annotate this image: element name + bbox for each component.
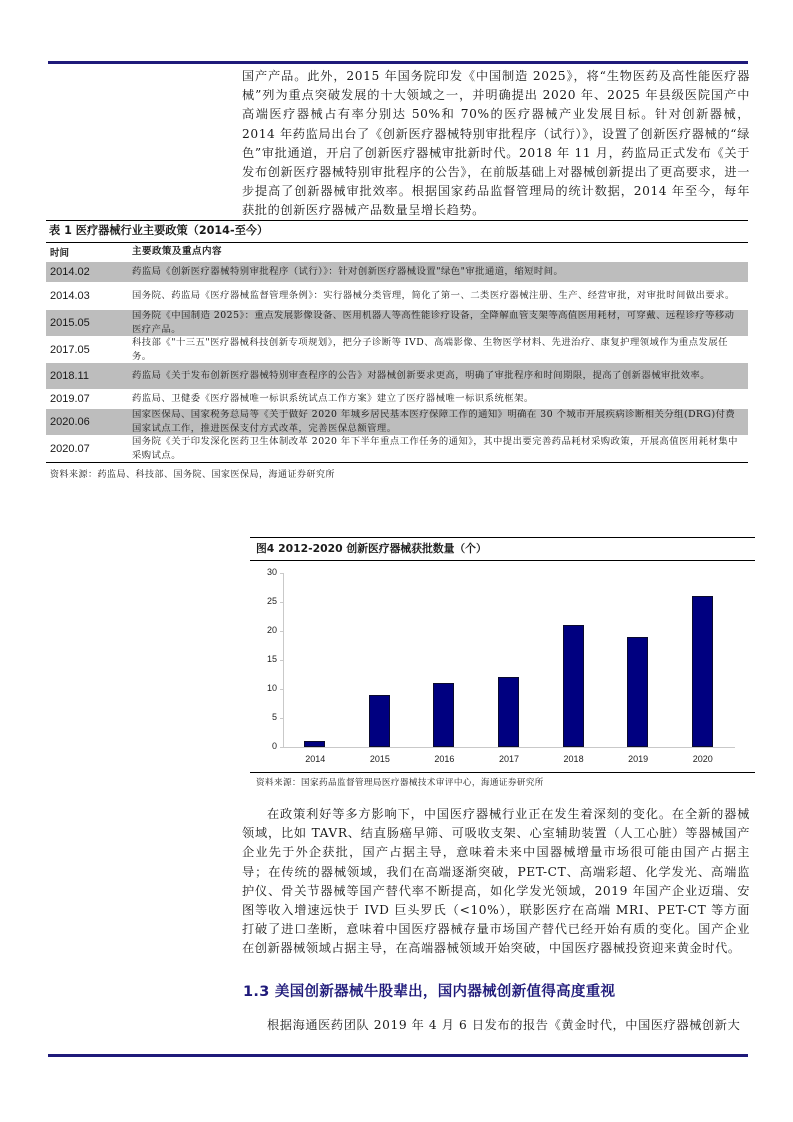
row-date: 2014.02 (50, 266, 90, 278)
bar-2016 (433, 683, 454, 747)
bar-2018 (563, 625, 584, 747)
table-row (46, 435, 748, 462)
x-tick-label: 2016 (434, 754, 455, 764)
table-row (46, 389, 748, 408)
x-tick-label: 2018 (563, 754, 584, 764)
bar-2014 (304, 741, 325, 747)
table-row (46, 309, 748, 336)
header-rule (48, 61, 748, 64)
row-date: 2017.05 (50, 343, 90, 356)
figure-4 (250, 537, 755, 788)
table-header (46, 242, 748, 261)
header-date: 时间 (50, 248, 70, 259)
x-tick-label: 2019 (628, 754, 649, 764)
y-tick-label: 25 (266, 596, 277, 606)
table-row (46, 336, 748, 362)
bar-2015 (369, 695, 390, 747)
x-tick-label: 2020 (692, 754, 713, 764)
row-date: 2020.07 (50, 443, 90, 455)
row-policy-text: 国家医保局、国家税务总局等《关于做好 2020 年城乡居民基本医疗保障工作的通知》明确在 30 个城市开展疾病诊断相关分组(DRG)付费国家试点工作，推进医保支付方式改革，完善医保总额管理。 (132, 409, 736, 434)
row-policy-text: 药监局、卫健委《医疗器械唯一标识系统试点工作方案》建立了医疗器械唯一标识系统框架。 (132, 393, 534, 405)
y-tick-mark (280, 689, 283, 690)
table-row (46, 282, 748, 309)
bar-2019 (627, 637, 648, 747)
y-tick-mark (280, 660, 283, 661)
y-tick-mark (280, 747, 283, 748)
row-date: 2014.03 (50, 290, 90, 302)
x-tick-label: 2014 (305, 754, 326, 764)
row-policy-text: 科技部《"十三五"医疗器械科技创新专项规划》，把分子诊断等 IVD、高端影像、生物医学材料、先进治疗、康复护理领域作为重点发展任务。 (132, 336, 728, 362)
row-date: 2019.07 (50, 393, 90, 405)
intro-paragraph: 国产产品。此外，2015 年国务院印发《中国制造 2025》，将“生物医药及高性能医疗器械”列为重点突破发展的十大领域之一，并明确提出 2020 年、2025 年县级医院国产中高端医疗器械占有率分别达 50%和 70%的医疗器械产业发展目标。针对创新器械，2014 年药监局出台了《创新医疗器械特别审批程序（试行）》，设置了创新医疗器械的“绿色”审批通道，开启了创新医疗器械审批新时代。2018 年 11 月，药监局正式发布《关于发布创新医疗器械特别审批程序的公告》，在前版基础上对器械创新提出了更高要求，进一步提高了创新器械审批效率。根据国家药品监督管理局的统计数据，2014 年至今，每年获批的创新医疗器械产品数量呈增长趋势。 (242, 69, 750, 218)
row-policy-text: 国务院、药监局《医疗器械监督管理条例》：实行器械分类管理，简化了第一、二类医疗器械注册、生产、经营审批，对审批时间做出要求。 (132, 290, 735, 302)
y-tick-label: 15 (266, 654, 277, 664)
y-tick-label: 10 (266, 683, 277, 693)
bar-2020 (692, 596, 713, 747)
y-tick-mark (280, 602, 283, 603)
row-policy-text: 药监局《创新医疗器械特别审批程序（试行）》：针对创新医疗器械设置"绿色"审批通道，缩短时间。 (132, 266, 564, 278)
footer-rule (48, 1054, 748, 1057)
row-policy-text: 药监局《关于发布创新医疗器械特别审查程序的公告》对器械创新要求更高，明确了审批程序和时间期限，提高了创新器械审批效率。 (132, 370, 711, 382)
y-tick-label: 0 (271, 741, 277, 751)
y-tick-label: 20 (266, 625, 277, 635)
y-tick-mark (280, 573, 283, 574)
y-tick-mark (280, 718, 283, 719)
y-tick-mark (280, 631, 283, 632)
y-tick-label: 30 (266, 567, 277, 577)
y-axis (283, 573, 284, 747)
header-content: 主要政策及重点内容 (132, 246, 223, 258)
table-row (46, 362, 748, 389)
row-policy-text: 国务院《关于印发深化医药卫生体制改革 2020 年下半年重点工作任务的通知》，其中提出要完善药品耗材采购政策，开展高值医用耗材集中采购试点。 (132, 436, 738, 461)
figure-source: 资料来源：国家药品监督管理局医疗器械技术审评中心，海通证券研究所 (250, 772, 755, 788)
row-date: 2015.05 (50, 317, 90, 329)
row-policy-text: 国务院《中国制造 2025》：重点发展影像设备、医用机器人等高性能诊疗设备，全降解血管支架等高值医用耗材，可穿戴、远程诊疗等移动医疗产品。 (132, 310, 735, 335)
x-tick-label: 2017 (498, 754, 520, 764)
table-row (46, 408, 748, 435)
bar-chart (250, 561, 755, 772)
row-date: 2020.06 (50, 416, 90, 428)
y-tick-label: 5 (271, 712, 277, 722)
table-body (46, 261, 748, 462)
analysis-paragraph: 在政策利好等多方影响下，中国医疗器械行业正在发生着深刻的变化。在全新的器械领域，比如 TAVR、结直肠癌早筛、可吸收支架、心室辅助装置（人工心脏）等器械国产企业先于外企获批，国产占据主导，意味着未来中国器械增量市场很可能由国产占据主导；在传统的器械领域，我们在高端逐渐突破，PET-CT、高端彩超、化学发光、高端监护仪、骨关节器械等国产替代率不断提高，如化学发光领域，2019 年国产企业迈瑞、安图等收入增速远快于 IVD 巨头罗氏（<10%），联影医疗在高端 MRI、PET-CT 等方面打破了进口垄断，意味着中国医疗器械存量市场国产替代已经开始有质的变化。国产企业在创新器械领域占据主导，在高端器械领域开始突破，中国医疗器械投资迎来黄金时代。 (242, 807, 750, 956)
table-row (46, 261, 748, 282)
closing-paragraph: 根据海通医药团队 2019 年 4 月 6 日发布的报告《黄金时代，中国医疗器械创新大 (267, 1018, 741, 1032)
x-axis (283, 747, 735, 748)
bar-2017 (498, 677, 519, 747)
x-tick-label: 2015 (369, 754, 390, 764)
policy-table (46, 220, 748, 480)
figure-title: 图4 2012-2020 创新医疗器械获批数量（个） (250, 537, 755, 561)
table-source: 资料来源：药监局、科技部、国务院、国家医保局，海通证券研究所 (50, 470, 336, 480)
table-title: 表 1 医疗器械行业主要政策（2014-至今） (46, 220, 748, 242)
row-date: 2018.11 (50, 370, 89, 382)
section-heading: 1.3 美国创新器械牛股辈出，国内器械创新值得高度重视 (243, 984, 616, 1000)
